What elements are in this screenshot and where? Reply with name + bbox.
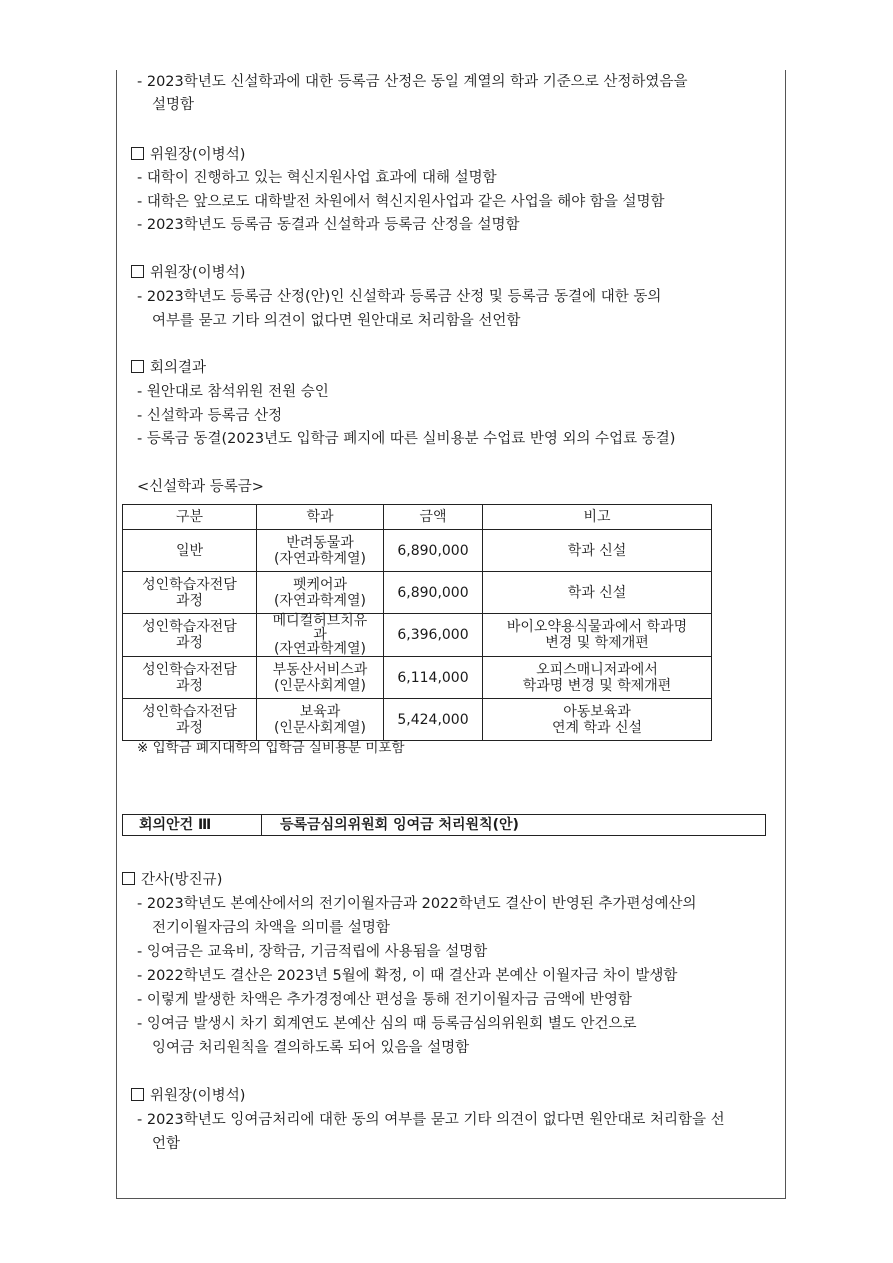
sec4-line2: - 신설학과 등록금 산정: [137, 408, 283, 424]
cell-note: 바이오약용식물과에서 학과명 변경 및 학제개편: [483, 614, 712, 657]
sec5-line5: - 이렇게 발생한 차액은 추가경정예산 편성을 통해 전기이월자금 금액에 반영함: [137, 992, 632, 1008]
sec2-line1: - 대학이 진행하고 있는 혁신지원사업 효과에 대해 설명함: [137, 170, 497, 186]
table-row: [123, 530, 712, 572]
sec5-line7: 잉여금 처리원칙을 결의하도록 되어 있음을 설명함: [152, 1040, 470, 1056]
sec6-line1: - 2023학년도 잉여금처리에 대한 동의 여부를 묻고 기타 의견이 없다면 원안대로 처리함을 선: [137, 1112, 725, 1128]
cell-amount: 6,890,000: [384, 572, 483, 614]
sec3-line2: 여부를 묻고 기타 의견이 없다면 원안대로 처리함을 선언함: [152, 313, 521, 329]
sec2-heading: [131, 145, 245, 165]
sec1-line1: - 2023학년도 신설학과에 대한 등록금 산정은 동일 계열의 학과 기준으로 산정하였음을: [137, 74, 688, 90]
checkbox-icon: [131, 1088, 144, 1101]
sec2-line3: - 2023학년도 등록금 동결과 신설학과 등록금 산정을 설명함: [137, 217, 520, 233]
cell-dept: 메디컬허브치유 과 (자연과학계열): [257, 614, 384, 657]
table-row: [123, 572, 712, 614]
cell-category: 성인학습자전담 과정: [123, 699, 257, 741]
sec5-heading-text: 간사(방진규): [141, 872, 223, 888]
agenda-header: [122, 814, 766, 836]
table-row: [123, 699, 712, 741]
cell-amount: 5,424,000: [384, 699, 483, 741]
table-row: [123, 614, 712, 657]
sec5-line6: - 잉여금 발생시 차기 회계연도 본예산 심의 때 등록금심의위원회 별도 안건으로: [137, 1016, 637, 1032]
header-amount: 금액: [384, 505, 483, 530]
cell-amount: 6,396,000: [384, 614, 483, 657]
sec3-heading: [131, 263, 245, 283]
cell-note: 오피스매니저과에서 학과명 변경 및 학제개편: [483, 657, 712, 699]
cell-category: 일반: [123, 530, 257, 572]
cell-dept: 부동산서비스과 (인문사회계열): [257, 657, 384, 699]
table-caption: <신설학과 등록금>: [137, 479, 264, 495]
cell-note: 학과 신설: [483, 572, 712, 614]
header-category: 구분: [123, 505, 257, 530]
sec5-line4: - 2022학년도 결산은 2023년 5월에 확정, 이 때 결산과 본예산 이월자금 차이 발생함: [137, 968, 678, 984]
sec6-line2: 언함: [152, 1136, 181, 1152]
checkbox-icon: [131, 360, 144, 373]
cell-dept: 펫케어과 (자연과학계열): [257, 572, 384, 614]
cell-category: 성인학습자전담 과정: [123, 572, 257, 614]
header-note: 비고: [483, 505, 712, 530]
cell-category: 성인학습자전담 과정: [123, 614, 257, 657]
sec5-heading: [122, 870, 222, 890]
sec2-line2: - 대학은 앞으로도 대학발전 차원에서 혁신지원사업과 같은 사업을 해야 함을 설명함: [137, 194, 665, 210]
sec6-heading: [131, 1086, 245, 1106]
sec5-line1: - 2023학년도 본예산에서의 전기이월자금과 2022학년도 결산이 반영된 추가편성예산의: [137, 896, 697, 912]
cell-amount: 6,890,000: [384, 530, 483, 572]
table-row: [123, 657, 712, 699]
table-header-row: [123, 505, 712, 530]
sec3-heading-text: 위원장(이병석): [150, 265, 246, 281]
sec5-line3: - 잉여금은 교육비, 장학금, 기금적립에 사용됨을 설명함: [137, 944, 488, 960]
sec4-line3: - 등록금 동결(2023년도 입학금 폐지에 따른 실비용분 수업료 반영 외의 수업료 동결): [137, 431, 676, 447]
sec2-heading-text: 위원장(이병석): [150, 147, 246, 163]
cell-note: 학과 신설: [483, 530, 712, 572]
checkbox-icon: [131, 265, 144, 278]
cell-note: 아동보육과 연계 학과 신설: [483, 699, 712, 741]
sec6-heading-text: 위원장(이병석): [150, 1088, 246, 1104]
table-footnote: ※ 입학금 폐지대학의 입학금 실비용분 미포함: [137, 740, 405, 756]
cell-amount: 6,114,000: [384, 657, 483, 699]
agenda-number: 회의안건 Ⅲ: [123, 815, 262, 835]
header-dept: 학과: [257, 505, 384, 530]
cell-category: 성인학습자전담 과정: [123, 657, 257, 699]
cell-dept: 반려동물과 (자연과학계열): [257, 530, 384, 572]
tuition-table: [122, 504, 712, 741]
sec4-heading-text: 회의결과: [150, 360, 207, 376]
cell-dept: 보육과 (인문사회계열): [257, 699, 384, 741]
sec5-line2: 전기이월자금의 차액을 의미를 설명함: [152, 920, 390, 936]
agenda-title: 등록금심의위원회 잉여금 처리원칙(안): [280, 817, 519, 833]
sec4-heading: [131, 358, 206, 378]
sec1-line2: 설명함: [152, 97, 195, 113]
sec3-line1: - 2023학년도 등록금 산정(안)인 신설학과 등록금 산정 및 등록금 동결에 대한 동의: [137, 289, 662, 305]
sec4-line1: - 원안대로 참석위원 전원 승인: [137, 384, 329, 400]
checkbox-icon: [131, 147, 144, 160]
checkbox-icon: [122, 872, 135, 885]
